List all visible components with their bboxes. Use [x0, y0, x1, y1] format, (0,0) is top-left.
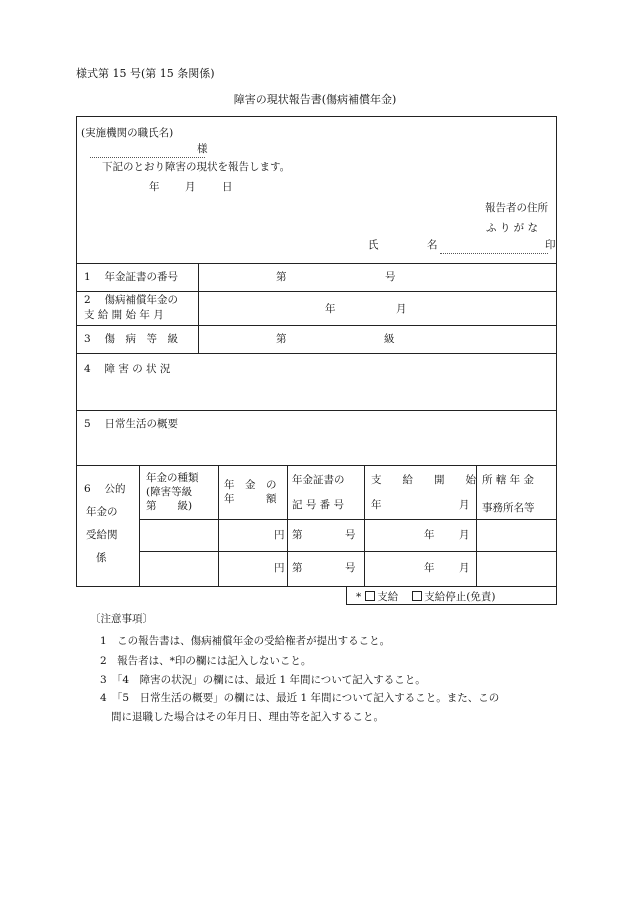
row2-month: 月: [396, 303, 407, 315]
header-start-2-month: 月: [459, 499, 470, 511]
reporter-name-field[interactable]: [440, 253, 548, 254]
header-amount-1: 年 金 の: [224, 479, 277, 491]
row6a-year: 年: [424, 529, 435, 541]
row-divider: [76, 410, 557, 411]
column-divider: [218, 465, 219, 587]
row4-label: 4 障 害 の 状 況: [84, 363, 171, 375]
row3-dai: 第: [276, 333, 287, 345]
header-office-2: 事務所名等: [482, 502, 535, 514]
form-number: 様式第 15 号(第 15 条関係): [76, 67, 215, 80]
stopped-checkbox[interactable]: [412, 591, 422, 601]
header-office-1: 所 轄 年 金: [482, 474, 535, 486]
row5-label: 5 日常生活の概要: [84, 418, 179, 430]
header-pension-type-1: 年金の種類: [146, 472, 199, 484]
row6b-dai: 第: [292, 562, 303, 574]
row-divider: [76, 465, 557, 466]
header-cert-2: 記 号 番 号: [292, 499, 345, 511]
asterisk-mark: *: [356, 591, 362, 603]
seal-mark: 印: [545, 239, 556, 251]
header-pension-type-2: (障害等級: [146, 486, 193, 498]
date-month-label: 月: [185, 181, 196, 193]
header-cert-1: 年金証書の: [292, 474, 345, 486]
row6b-go: 号: [345, 562, 356, 574]
header-start-2-year: 年: [371, 499, 382, 511]
section6-label-line2: 年金の: [86, 506, 118, 518]
row-divider: [139, 519, 557, 520]
row-divider: [76, 263, 557, 264]
row2-year: 年: [325, 303, 336, 315]
document-title: 障害の現状報告書(傷病補償年金): [233, 93, 397, 106]
row1-label: 1 年金証書の番号: [84, 271, 179, 283]
agency-name-label: (実施機関の職氏名): [81, 127, 174, 139]
column-divider: [139, 465, 140, 587]
column-divider: [364, 465, 365, 587]
intro-text: 下記のとおり障害の現状を報告します。: [102, 161, 291, 173]
section6-label-line4: 係: [96, 552, 107, 564]
header-pension-type-3: 第 級): [146, 500, 193, 512]
paid-checkbox[interactable]: [365, 591, 375, 601]
section6-label-line1: 6 公的: [84, 483, 126, 495]
row-divider: [76, 353, 557, 354]
date-day-label: 日: [222, 181, 233, 193]
column-divider: [476, 465, 477, 587]
notes-heading: 〔注意事項〕: [90, 613, 153, 625]
note-item: 1 この報告書は、傷病補償年金の受給権者が提出すること。: [100, 635, 391, 647]
header-amount-2: 年 額: [224, 493, 277, 505]
section6-label-line3: 受給関: [86, 529, 118, 541]
paid-label: 支給: [377, 591, 399, 603]
note-item: 2 報告者は、*印の欄には記入しないこと。: [100, 655, 312, 667]
row1-dai: 第: [276, 271, 287, 283]
status-line: [356, 591, 495, 603]
note-item: 4 「5 日常生活の概要」の欄には、最近 1 年間について記入すること。また、この: [100, 692, 500, 704]
note-item-continuation: 間に退職した場合はその年月日、理由等を記入すること。: [111, 711, 384, 723]
row-divider: [76, 325, 557, 326]
row6b-year: 年: [424, 562, 435, 574]
agency-name-field[interactable]: [90, 157, 205, 158]
row6a-go: 号: [345, 529, 356, 541]
name-shi-label: 氏: [368, 239, 379, 251]
row6b-month: 月: [459, 562, 470, 574]
date-year-label: 年: [149, 181, 160, 193]
row2-label-line2: 支 給 開 始 年 月: [84, 309, 164, 321]
row6b-yen: 円: [274, 562, 285, 574]
row2-label-line1: 2 傷病補償年金の: [84, 294, 179, 306]
row6a-dai: 第: [292, 529, 303, 541]
column-divider: [287, 465, 288, 587]
row6a-month: 月: [459, 529, 470, 541]
sama-suffix: 様: [197, 143, 208, 155]
row1-go: 号: [385, 271, 396, 283]
row-divider: [139, 551, 557, 552]
furigana-label: ふ り が な: [486, 222, 539, 234]
row3-kyu: 級: [384, 333, 395, 345]
name-mei-label: 名: [427, 239, 438, 251]
header-start-1: 支 給 開 始: [371, 474, 476, 486]
row-divider: [76, 291, 557, 292]
stopped-label: 支給停止(免責): [424, 591, 496, 603]
row3-label: 3 傷 病 等 級: [84, 333, 179, 345]
column-divider: [198, 263, 199, 353]
reporter-address-label: 報告者の住所: [485, 202, 548, 214]
note-item: 3 「4 障害の状況」の欄には、最近 1 年間について記入すること。: [100, 674, 426, 686]
row6a-yen: 円: [274, 529, 285, 541]
